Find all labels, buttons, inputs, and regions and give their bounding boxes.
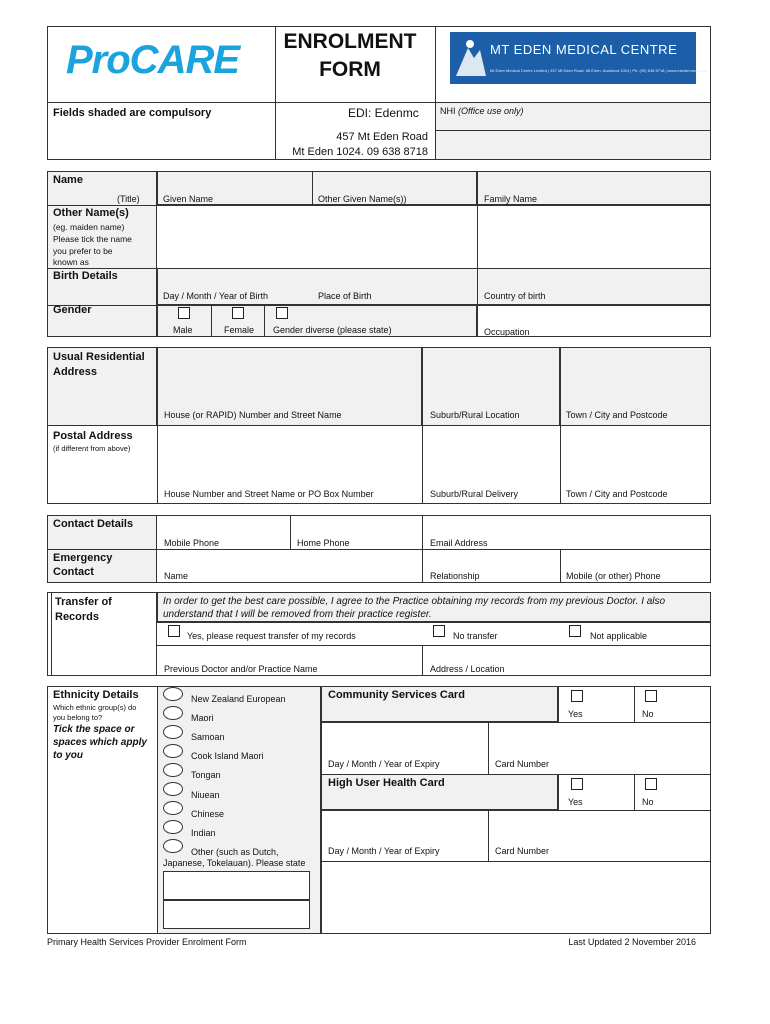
name-label: Name [53,174,83,186]
res-suburb-label: Suburb/Rural Location [430,410,520,420]
csc-no-label: No [642,709,654,719]
female-label: Female [224,325,255,335]
dob-label: Day / Month / Year of Birth [163,291,269,301]
divider [488,722,489,774]
post-suburb-label: Suburb/Rural Delivery [430,489,519,499]
other-names-note: known as [53,257,89,267]
post-street-label: House Number and Street Name or PO Box Number [164,489,374,499]
ethnicity-other-option[interactable] [163,839,183,853]
nhi-label: NHI (Office use only) [440,106,524,116]
family-name-label: Family Name [484,194,538,204]
huhc-no-checkbox[interactable] [645,778,657,790]
emergency-contact-label: Contact [53,566,94,578]
transfer-yes-checkbox[interactable] [168,625,180,637]
em-phone-label: Mobile (or other) Phone [566,571,661,581]
transfer-na-label: Not applicable [590,631,648,641]
transfer-na-checkbox[interactable] [569,625,581,637]
home-phone-label: Home Phone [297,538,350,548]
ethnicity-option-label: Samoan [191,732,225,742]
ethnicity-instruction: to you [53,750,83,761]
ethnicity-instruction: spaces which apply [53,737,147,748]
mt-eden-logo [450,32,707,84]
birth-details-label: Birth Details [53,270,118,282]
ethnicity-maori-option[interactable] [163,706,183,720]
huhc-label: High User Health Card [328,777,445,789]
divider [157,426,158,504]
ethnicity-other-field[interactable] [163,871,310,900]
other-given-name-label: Other Given Name(s)) [318,194,407,204]
divider [321,861,711,862]
divider [47,205,711,206]
divider [321,722,711,723]
ethnicity-option-label: Indian [191,828,216,838]
gender-label: Gender [53,304,92,316]
divider [312,171,313,205]
compulsory-note: Fields shaded are compulsory [53,107,212,119]
residential-address-label: Address [53,366,98,378]
procare-logo: ProCARE [66,38,240,82]
nhi-divider [435,130,711,131]
ethnicity-option-label: Maori [191,713,214,723]
divider [157,686,158,934]
csc-no-checkbox[interactable] [645,690,657,702]
email-label: Email Address [430,538,488,548]
csc-yes-label: Yes [568,709,583,719]
huhc-yes-checkbox[interactable] [571,778,583,790]
gender-diverse-checkbox[interactable] [276,307,288,319]
ethnicity-cook-island-maori-option[interactable] [163,744,183,758]
prev-doctor-label: Previous Doctor and/or Practice Name [164,664,318,674]
huhc-no-label: No [642,797,654,807]
ethnicity-other-field[interactable] [163,900,310,929]
ethnicity-option-label: Chinese [191,809,225,819]
edi-code: EDI: Edenmc [348,106,419,120]
huhc-yes-label: Yes [568,797,583,807]
postal-address-note: (if different from above) [53,444,131,453]
divider [477,205,478,268]
ethnicity-label: Ethnicity Details [53,689,139,701]
em-name-label: Name [164,571,189,581]
mt-eden-logo-text: MT EDEN MEDICAL CENTRE [490,42,678,57]
ethnicity-option-label: Other (such as Dutch, [191,847,279,857]
transfer-no-label: No transfer [453,631,498,641]
divider [264,305,265,337]
transfer-label: Records [55,611,100,623]
male-label: Male [173,325,193,335]
form-title: FORM [319,58,381,81]
gender-diverse-label: Gender diverse (please state) [273,325,392,335]
transfer-consent: In order to get the best care possible, I agree to the Practice obtaining my records from my previous Doctor. I also [163,596,666,607]
ethnicity-option-label: Cook Island Maori [191,751,264,761]
ethnicity-option-label: New Zealand European [191,694,286,704]
mobile-phone-label: Mobile Phone [164,538,220,548]
res-street-label: House (or RAPID) Number and Street Name [164,410,342,420]
practice-address: Mt Eden 1024. 09 638 8718 [292,146,428,158]
ethnicity-note: Which ethnic group(s) do [53,703,137,712]
male-checkbox[interactable] [178,307,190,319]
divider [560,426,561,504]
ethnicity-option-label: Niuean [191,790,220,800]
divider [321,810,711,811]
divider [422,645,423,676]
occupation-label: Occupation [484,327,530,337]
ethnicity-chinese-option[interactable] [163,801,183,815]
contact-details-label: Contact Details [53,518,134,530]
divider [157,622,711,623]
residential-address-label: Usual Residential [53,351,145,363]
huhc-number-label: Card Number [495,846,550,856]
huhc-expiry-label: Day / Month / Year of Expiry [328,846,440,856]
transfer-no-checkbox[interactable] [433,625,445,637]
ethnicity-instruction: Tick the space or [53,724,135,735]
form-title: ENROLMENT [283,30,417,53]
footer-updated: Last Updated 2 November 2016 [568,937,696,947]
female-checkbox[interactable] [232,307,244,319]
ethnicity-indian-option[interactable] [163,820,183,834]
res-town-label: Town / City and Postcode [566,410,668,420]
ethnicity-nz-european-option[interactable] [163,687,183,701]
transfer-consent: understand that I will be removed from their practice register. [163,609,432,620]
divider [477,268,478,337]
emergency-contact-label: Emergency [53,552,113,564]
footer-form-name: Primary Health Services Provider Enrolment Form [47,937,247,947]
other-names-note: (eg. maiden name) [53,222,125,232]
divider [488,810,489,861]
csc-expiry-label: Day / Month / Year of Expiry [328,759,440,769]
divider [634,686,635,722]
divider [558,686,559,722]
em-relationship-label: Relationship [430,571,480,581]
csc-number-label: Card Number [495,759,550,769]
ethnicity-option-label: Japanese, Tokelauan). Please state [163,858,306,868]
mt-eden-mountain-icon [454,36,488,80]
divider [47,549,711,550]
ethnicity-option-label: Tongan [191,770,221,780]
practice-address: 457 Mt Eden Road [336,131,428,143]
divider [211,305,212,337]
mt-eden-logo-subtext: Mt Eden Medical Centre Limited | 457 Mt Eden Road, Mt Eden, Auckland 1024 | Ph: (09) 638 8718 | www.mtedenmc.co.nz [490,68,707,73]
divider [290,515,291,549]
ethnicity-samoan-option[interactable] [163,725,183,739]
divider [157,645,711,646]
title-label: (Title) [117,194,140,204]
postal-address-label: Postal Address [53,430,133,442]
divider [634,774,635,810]
transfer-yes-label: Yes, please request transfer of my records [187,631,356,641]
csc-label: Community Services Card [328,689,465,701]
other-names-note: you prefer to be [53,246,113,256]
divider [560,549,561,583]
country-of-birth-label: Country of birth [484,291,546,301]
location-label: Address / Location [430,664,505,674]
header-divider [275,26,276,160]
other-names-label: Other Name(s) [53,207,129,219]
place-of-birth-label: Place of Birth [318,291,372,301]
ethnicity-note: you belong to? [53,713,103,722]
post-town-label: Town / City and Postcode [566,489,668,499]
ethnicity-tongan-option[interactable] [163,763,183,777]
other-names-note: Please tick the name [53,234,132,244]
given-name-label: Given Name [163,194,214,204]
divider [422,426,423,504]
divider [422,515,423,583]
transfer-label: Transfer of [55,596,112,608]
divider [558,774,559,810]
ethnicity-niuean-option[interactable] [163,782,183,796]
csc-yes-checkbox[interactable] [571,690,583,702]
